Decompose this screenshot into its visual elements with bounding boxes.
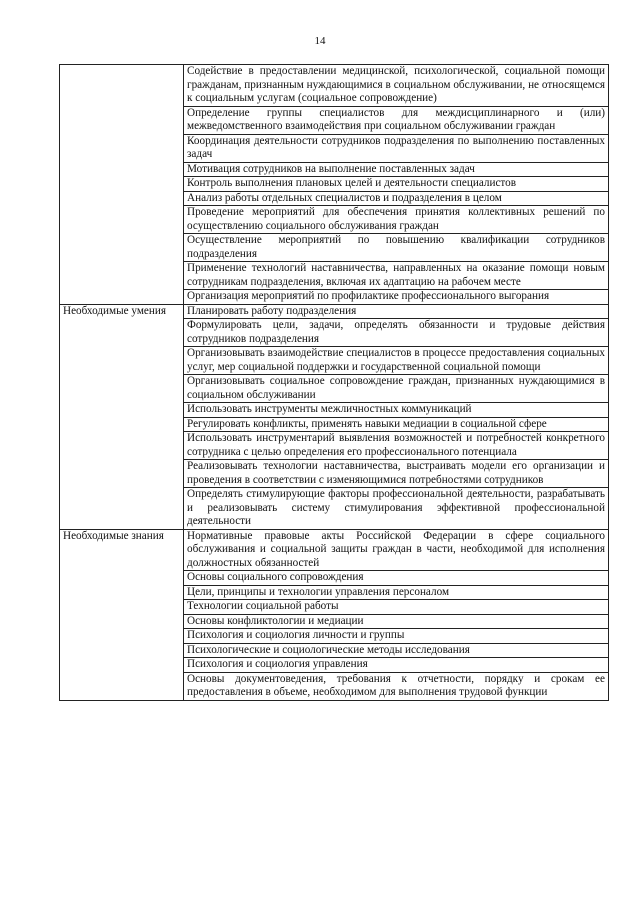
table-cell: Организовывать социальное сопровождение граждан, признанных нуждающимися в социальном обслуживании [184, 375, 609, 403]
table-cell: Использовать инструментарий выявления возможностей и потребностей конкретного сотрудника с целью определения его профессионального потенциала [184, 432, 609, 460]
table-cell: Психология и социология личности и группы [184, 629, 609, 644]
table-cell: Планировать работу подразделения [184, 304, 609, 319]
table-row [60, 529, 609, 571]
table-cell: Анализ работы отдельных специалистов и подразделения в целом [184, 191, 609, 206]
section-label-skills: Необходимые умения [60, 304, 184, 529]
table-cell: Основы документоведения, требования к отчетности, порядку и срокам ее предоставления в объеме, необходимом для выполнения трудовой функции [184, 672, 609, 700]
section-label-knowledge: Необходимые знания [60, 529, 184, 700]
table-cell: Определение группы специалистов для междисциплинарного и (или) межведомственного взаимодействия при социальном обслуживании граждан [184, 106, 609, 134]
table-cell: Использовать инструменты межличностных коммуникаций [184, 403, 609, 418]
table-cell: Определять стимулирующие факторы профессиональной деятельности, разрабатывать и реализовывать систему стимулирования эффективной профессиональной деятельности [184, 488, 609, 530]
page-number: 14 [314, 35, 326, 47]
table-cell: Контроль выполнения плановых целей и деятельности специалистов [184, 177, 609, 192]
table-cell: Психология и социология управления [184, 658, 609, 673]
table-cell: Осуществление мероприятий по повышению квалификации сотрудников подразделения [184, 234, 609, 262]
table-row [60, 65, 609, 107]
table-row [60, 304, 609, 319]
table-cell: Организовывать взаимодействие специалистов в процессе предоставления социальных услуг, мер социальной поддержки и государственной социальной помощи [184, 347, 609, 375]
table-cell: Основы конфликтологии и медиации [184, 614, 609, 629]
table-cell: Реализовывать технологии наставничества, выстраивать модели его организации и проведения в соответствии с изменяющимися потребностями сотрудников [184, 460, 609, 488]
section-label [60, 65, 184, 305]
competency-table [59, 64, 609, 701]
table-cell: Технологии социальной работы [184, 600, 609, 615]
table-cell: Содействие в предоставлении медицинской, психологической, социальной помощи гражданам, признанным нуждающимися в социальном обслуживании, не относящемся к социальным услугам (социальное сопровождение) [184, 65, 609, 107]
table-cell: Мотивация сотрудников на выполнение поставленных задач [184, 162, 609, 177]
table-cell: Основы социального сопровождения [184, 571, 609, 586]
table-cell: Координация деятельности сотрудников подразделения по выполнению поставленных задач [184, 134, 609, 162]
table-cell: Цели, принципы и технологии управления персоналом [184, 585, 609, 600]
table-cell: Организация мероприятий по профилактике профессионального выгорания [184, 290, 609, 305]
table-cell: Формулировать цели, задачи, определять обязанности и трудовые действия сотрудников подразделения [184, 319, 609, 347]
table-cell: Нормативные правовые акты Российской Федерации в сфере социального обслуживания и социальной защиты граждан в части, необходимой для исполнения должностных обязанностей [184, 529, 609, 571]
table-cell: Психологические и социологические методы исследования [184, 643, 609, 658]
table-cell: Проведение мероприятий для обеспечения принятия коллективных решений по осуществлению социального обслуживания граждан [184, 206, 609, 234]
table-cell: Регулировать конфликты, применять навыки медиации в социальной сфере [184, 417, 609, 432]
table-cell: Применение технологий наставничества, направленных на оказание помощи новым сотрудникам подразделения, включая их адаптацию на рабочем месте [184, 262, 609, 290]
